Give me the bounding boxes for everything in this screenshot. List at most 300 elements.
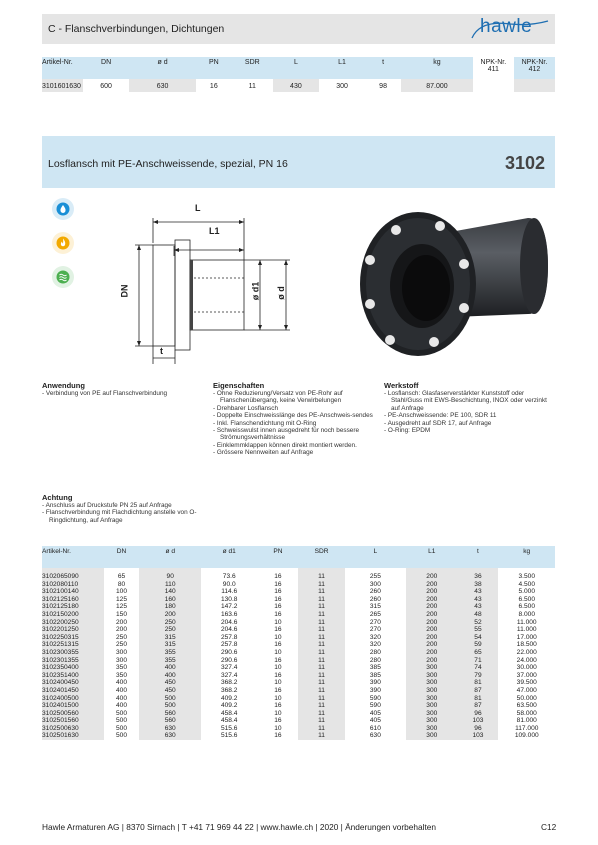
- table-cell: 255: [369, 573, 381, 580]
- table-cell: 200: [406, 568, 457, 581]
- table-cell: 327.4: [220, 671, 238, 679]
- column-header: DN: [83, 57, 129, 79]
- table-cell: [473, 79, 514, 92]
- table-cell: 11: [298, 641, 344, 649]
- table-cell: 400: [115, 702, 127, 710]
- table-row: [42, 717, 555, 725]
- table-cell: 265: [369, 610, 381, 618]
- dim-label-L1: L1: [209, 226, 220, 236]
- table-cell: 3101601630: [42, 79, 83, 92]
- table-cell: 125: [115, 595, 127, 603]
- table-cell: 290.6: [220, 648, 238, 656]
- list-item: - Doppelte Einschweisslänge des PE-Anschweis-sendes: [213, 412, 373, 420]
- section-list: [384, 390, 554, 434]
- table-cell: 16: [274, 656, 282, 664]
- table-cell: 200: [115, 626, 127, 634]
- table-cell: 3102125180: [42, 603, 104, 611]
- table-cell: 10: [274, 679, 282, 687]
- list-item-text: Drehbarer Losflansch: [216, 404, 279, 412]
- header-title: C - Flanschverbindungen, Dichtungen: [48, 23, 225, 35]
- table-cell: 117.000: [515, 724, 539, 732]
- section-title: Achtung: [42, 493, 73, 502]
- table-cell: 450: [139, 687, 201, 695]
- list-item: - Flanschverbindung mit Flachdichtung anstelle von O-Ringdichtung, auf Anfrage: [42, 509, 197, 524]
- column-header: t: [365, 57, 401, 79]
- table-cell: 500: [115, 709, 127, 717]
- table-cell: 300: [115, 648, 127, 656]
- table-cell: 10: [274, 694, 282, 702]
- table-cell: 11: [298, 664, 344, 672]
- table-cell: 11: [298, 717, 344, 725]
- table-cell: 458.4: [220, 709, 238, 717]
- table-cell: 3102501630: [42, 732, 104, 740]
- column-header: L1: [406, 546, 457, 568]
- table-cell: 3102500560: [42, 710, 104, 718]
- table-row: [42, 672, 555, 680]
- table-cell: 10: [274, 633, 282, 641]
- table-cell: 79: [457, 672, 498, 680]
- table-cell: 300: [406, 717, 457, 725]
- table-cell: 24.000: [516, 656, 537, 664]
- table-cell: 147.2: [220, 603, 238, 611]
- table-cell: 385: [369, 664, 381, 672]
- table-cell: 600: [100, 83, 112, 90]
- column-header: SDR: [232, 57, 273, 79]
- table-row: [42, 588, 555, 596]
- table-cell: 200: [406, 626, 457, 634]
- section-title: Anwendung: [42, 381, 85, 390]
- table-cell: 200: [406, 619, 457, 627]
- table-cell: 200: [406, 581, 457, 589]
- table-cell: 250: [139, 626, 201, 634]
- table-row: [42, 710, 555, 718]
- table-cell: 10: [274, 664, 282, 672]
- table-cell: 630: [139, 725, 201, 733]
- table-cell: 260: [369, 595, 381, 603]
- table-cell: 114.6: [221, 588, 238, 596]
- table-cell: 4.500: [518, 580, 535, 588]
- list-item-text: Anschluss auf Druckstufe PN 25 auf Anfrage: [45, 502, 172, 509]
- table-cell: 100: [115, 588, 127, 596]
- table-row: [42, 641, 555, 649]
- table-cell: 47.000: [516, 686, 537, 694]
- table-cell: 390: [369, 686, 381, 694]
- table-cell: 16: [274, 717, 282, 725]
- list-item: - Ohne Reduzierung/Versatz von PE-Rohr auf Flanschenübergang, keine Verwirbelungen: [213, 390, 343, 405]
- product-title: Losflansch mit PE-Anschweissende, spezial, PN 16: [48, 158, 288, 170]
- table-cell: 18.500: [516, 641, 537, 649]
- table-cell: 11: [298, 603, 344, 611]
- table-cell: 87.000: [401, 79, 473, 92]
- table-cell: 270: [369, 618, 381, 626]
- table-cell: 65: [457, 649, 498, 657]
- column-header: PN: [257, 546, 298, 568]
- list-item-text: Einklemmklappen können direkt montiert werden.: [216, 441, 357, 449]
- list-item: - Grössere Nennweiten auf Anfrage: [213, 449, 314, 457]
- table-cell: 3102065090: [42, 568, 104, 581]
- table-cell: 10: [274, 724, 282, 732]
- table-cell: 300: [369, 580, 381, 588]
- column-header: NPK-Nr. 412: [514, 57, 555, 79]
- table-cell: 90.0: [222, 580, 236, 588]
- table-cell: 430: [273, 79, 319, 92]
- column-header: DN: [104, 546, 140, 568]
- table-cell: 200: [406, 641, 457, 649]
- table-cell: 630: [369, 732, 381, 740]
- table-cell: 400: [139, 664, 201, 672]
- table-cell: 400: [115, 694, 127, 702]
- table-cell: 39.500: [516, 679, 537, 687]
- table-cell: 200: [406, 603, 457, 611]
- table-row: [42, 611, 555, 619]
- table-cell: 280: [369, 656, 381, 664]
- table-cell: 48: [457, 611, 498, 619]
- table-cell: 163.6: [220, 610, 238, 618]
- table-row: [42, 664, 555, 672]
- table-row: [42, 657, 555, 665]
- table-cell: 37.000: [516, 671, 537, 679]
- table-cell: 11: [298, 672, 344, 680]
- column-header: NPK-Nr. 411: [473, 57, 514, 79]
- table-cell: 610: [369, 724, 381, 732]
- table-cell: 90: [139, 568, 201, 581]
- table-cell: 200: [115, 618, 127, 626]
- table-cell: 500: [115, 732, 127, 740]
- column-header: Artikel-Nr.: [42, 57, 83, 79]
- dim-label-d: ø d: [275, 286, 286, 300]
- column-header: Artikel-Nr.: [42, 546, 104, 568]
- table-cell: 450: [139, 679, 201, 687]
- list-item: - PE-Anschweissende: PE 100, SDR 11: [384, 412, 497, 420]
- table-cell: 11: [298, 710, 344, 718]
- table-cell: 10: [274, 709, 282, 717]
- table-cell: 204.6: [220, 626, 238, 634]
- list-item: - Schweisswulst innen ausgedreht für noch bessere Strömungsverhältnisse: [213, 427, 360, 442]
- table-cell: 257.8: [220, 633, 238, 641]
- column-header: L: [273, 57, 319, 79]
- table-cell: 3102401500: [42, 702, 104, 710]
- table-cell: 43: [457, 603, 498, 611]
- table-cell: 200: [406, 634, 457, 642]
- table-row: [42, 649, 555, 657]
- table-cell: 250: [115, 633, 127, 641]
- table-cell: 130.8: [220, 595, 238, 603]
- list-item: - Anschluss auf Druckstufe PN 25 auf Anfrage: [42, 502, 172, 509]
- table-cell: 200: [139, 611, 201, 619]
- table-cell: 405: [369, 709, 381, 717]
- table-cell: 280: [369, 648, 381, 656]
- table-cell: 409.2: [220, 702, 238, 710]
- table-cell: 405: [369, 717, 381, 725]
- table-cell: 59: [457, 641, 498, 649]
- table-cell: 98: [379, 83, 387, 90]
- page-number: C12: [541, 822, 557, 832]
- table-cell: 8.000: [518, 610, 535, 618]
- table-cell: 36: [457, 568, 498, 581]
- table-cell: 368.2: [220, 679, 238, 687]
- table-cell: 11: [298, 732, 344, 740]
- table-cell: 11: [298, 596, 344, 604]
- table-cell: 22.000: [516, 648, 537, 656]
- list-item: - Ausgedreht auf SDR 17, auf Anfrage: [384, 419, 492, 427]
- table-cell: 11: [298, 611, 344, 619]
- table-cell: 16: [209, 83, 218, 90]
- section-eigenschaften: [213, 381, 378, 457]
- table-cell: 315: [369, 603, 381, 611]
- table-cell: 500: [115, 717, 127, 725]
- table-row: [42, 596, 555, 604]
- table-cell: 38: [457, 581, 498, 589]
- table-row: [42, 603, 555, 611]
- column-header: L: [345, 546, 407, 568]
- table-cell: 350: [115, 664, 127, 672]
- table-cell: 300: [406, 695, 457, 703]
- table-cell: [514, 79, 555, 92]
- technical-drawing: [110, 198, 310, 368]
- table-cell: 65: [117, 573, 126, 580]
- list-item-text: Losflansch: Glasfaserverstärkter Kunststoff oder Stahl/Guss mit EWS-Beschichtung, INOX oder verzinkt auf Anfrage: [387, 390, 547, 412]
- table-cell: 54: [457, 634, 498, 642]
- table-cell: 260: [369, 588, 381, 596]
- table-cell: 16: [274, 610, 282, 618]
- table-cell: 250: [115, 641, 127, 649]
- table-cell: 458.4: [220, 717, 238, 725]
- table-cell: 16: [274, 573, 282, 580]
- table-row: [42, 732, 555, 740]
- list-item-text: Grössere Nennweiten auf Anfrage: [216, 449, 314, 457]
- list-item-text: Schweisswulst innen ausgedreht für noch bessere Strömungsverhältnisse: [216, 427, 360, 442]
- table-cell: 315: [139, 641, 201, 649]
- table-cell: 16: [274, 686, 282, 694]
- table-cell: 87: [457, 702, 498, 710]
- table-cell: 200: [406, 649, 457, 657]
- table-cell: 3102401450: [42, 687, 104, 695]
- table-cell: 11: [298, 626, 344, 634]
- table-cell: 590: [369, 702, 381, 710]
- table-cell: 300: [406, 664, 457, 672]
- table-cell: 200: [406, 588, 457, 596]
- table-cell: 10: [274, 618, 282, 626]
- table-cell: 300: [406, 672, 457, 680]
- table-cell: 87: [457, 687, 498, 695]
- product-number: 3102: [505, 153, 546, 173]
- table-cell: 327.4: [220, 664, 238, 672]
- table-cell: 3102150200: [42, 611, 104, 619]
- table-cell: 3102251315: [42, 641, 104, 649]
- table-cell: 300: [406, 687, 457, 695]
- table-cell: 200: [406, 611, 457, 619]
- table-cell: 590: [369, 694, 381, 702]
- table-cell: 81: [457, 679, 498, 687]
- table-cell: 11: [248, 83, 256, 90]
- main-table: [42, 546, 555, 740]
- table-cell: 96: [457, 710, 498, 718]
- table-row: [42, 679, 555, 687]
- table-cell: 80: [117, 580, 126, 588]
- section-list: [42, 390, 207, 397]
- table-cell: 320: [369, 641, 381, 649]
- table-cell: 350: [115, 671, 127, 679]
- column-header: kg: [401, 57, 473, 79]
- table-cell: 17.000: [516, 633, 537, 641]
- column-header: kg: [498, 546, 555, 568]
- table-cell: 300: [406, 732, 457, 740]
- water-drop-icon: [52, 198, 74, 220]
- table-cell: 355: [139, 649, 201, 657]
- table-cell: 300: [406, 725, 457, 733]
- table-cell: 16: [274, 702, 282, 710]
- table-cell: 71: [457, 657, 498, 665]
- gas-waves-icon: [52, 266, 74, 288]
- list-item-text: Inkl. Flanschendichtung mit O-Ring: [216, 419, 317, 427]
- table-cell: 3102400500: [42, 695, 104, 703]
- footer-text: Hawle Armaturen AG | 8370 Sirnach | T +41 71 969 44 22 | www.hawle.ch | 2020 | Änderungen vorbehalten: [42, 822, 436, 832]
- table-cell: 109.000: [514, 732, 539, 740]
- table-cell: 11: [298, 588, 344, 596]
- table-cell: 500: [115, 724, 127, 732]
- brand-logo[interactable]: hawle: [480, 16, 533, 37]
- table-cell: 6.500: [518, 603, 535, 611]
- table-cell: 16: [274, 588, 282, 596]
- table-cell: 3102500630: [42, 725, 104, 733]
- table-cell: 355: [139, 657, 201, 665]
- table-row: [42, 725, 555, 733]
- list-item: - Losflansch: Glasfaserverstärkter Kunststoff oder Stahl/Guss mit EWS-Beschichtung, INOX oder verzinkt auf Anfrage: [384, 390, 547, 412]
- table-cell: 3102501560: [42, 717, 104, 725]
- table-cell: 16: [274, 595, 282, 603]
- list-item-text: O-Ring: EPDM: [387, 427, 431, 435]
- top-table: [42, 57, 555, 92]
- table-cell: 11: [298, 568, 344, 581]
- table-cell: 11: [298, 687, 344, 695]
- table-cell: 11: [298, 649, 344, 657]
- table-cell: 3102350400: [42, 664, 104, 672]
- table-cell: 11: [298, 702, 344, 710]
- table-row: [42, 626, 555, 634]
- table-row: [42, 581, 555, 589]
- table-cell: 11: [298, 725, 344, 733]
- table-cell: 630: [139, 732, 201, 740]
- list-item: - Einklemmklappen können direkt montiert werden.: [213, 441, 357, 449]
- list-item-text: Doppelte Einschweisslänge des PE-Anschweis-sendes: [216, 412, 373, 420]
- table-cell: 3102300355: [42, 649, 104, 657]
- section-title: Werkstoff: [384, 381, 419, 390]
- table-cell: 300: [406, 710, 457, 718]
- table-cell: 560: [139, 717, 201, 725]
- table-cell: 96: [457, 725, 498, 733]
- table-cell: 3102080110: [42, 581, 104, 589]
- list-item: - O-Ring: EPDM: [384, 427, 431, 435]
- table-cell: 290.6: [220, 656, 238, 664]
- table-row: [42, 568, 555, 581]
- table-cell: 3102400450: [42, 679, 104, 687]
- table-cell: 103: [457, 717, 498, 725]
- section-list: [213, 390, 378, 457]
- table-cell: 300: [406, 679, 457, 687]
- list-item-text: Verbindung von PE auf Flanschverbindung: [45, 390, 168, 397]
- table-cell: 400: [115, 679, 127, 687]
- table-cell: 320: [369, 633, 381, 641]
- table-cell: 11.000: [516, 618, 537, 626]
- table-cell: 74: [457, 664, 498, 672]
- table-cell: 200: [406, 657, 457, 665]
- table-cell: 630: [129, 79, 196, 92]
- table-cell: 200: [406, 596, 457, 604]
- table-cell: 55: [457, 626, 498, 634]
- table-row: [42, 619, 555, 627]
- table-cell: 16: [274, 732, 282, 740]
- table-cell: 11: [298, 619, 344, 627]
- table-cell: 3102125160: [42, 596, 104, 604]
- table-cell: 400: [115, 686, 127, 694]
- flame-icon: [52, 232, 74, 254]
- table-cell: 257.8: [220, 641, 238, 649]
- table-cell: 400: [139, 672, 201, 680]
- column-header: PN: [196, 57, 232, 79]
- section-anwendung: [42, 381, 207, 397]
- table-cell: 6.500: [518, 595, 535, 603]
- table-cell: 500: [139, 702, 201, 710]
- table-cell: 16: [274, 580, 282, 588]
- table-cell: 43: [457, 588, 498, 596]
- dim-label-DN: DN: [119, 284, 130, 298]
- table-cell: 500: [139, 695, 201, 703]
- section-werkstoff: [384, 381, 554, 434]
- table-row: [42, 687, 555, 695]
- table-cell: 150: [115, 610, 127, 618]
- table-cell: 515.6: [220, 732, 238, 740]
- table-cell: 11: [298, 657, 344, 665]
- table-cell: 300: [406, 702, 457, 710]
- table-cell: 160: [139, 596, 201, 604]
- column-header: t: [457, 546, 498, 568]
- column-header: ø d: [139, 546, 201, 568]
- table-cell: 560: [139, 710, 201, 718]
- table-cell: 30.000: [516, 664, 537, 672]
- table-cell: 11: [298, 634, 344, 642]
- column-header: ø d1: [201, 546, 257, 568]
- table-cell: 270: [369, 626, 381, 634]
- table-cell: 140: [139, 588, 201, 596]
- list-item-text: Ausgedreht auf SDR 17, auf Anfrage: [387, 419, 492, 427]
- table-cell: 52: [457, 619, 498, 627]
- table-cell: 250: [139, 619, 201, 627]
- table-cell: 10: [274, 648, 282, 656]
- product-photo: [358, 196, 554, 368]
- table-cell: 16: [274, 603, 282, 611]
- table-cell: 3102200250: [42, 619, 104, 627]
- table-cell: 3.500: [518, 573, 535, 580]
- table-cell: 390: [369, 679, 381, 687]
- dim-label-L: L: [195, 203, 201, 213]
- table-cell: 73.6: [222, 573, 236, 580]
- table-cell: 16: [274, 671, 282, 679]
- column-header: SDR: [298, 546, 344, 568]
- table-cell: 58.000: [516, 709, 537, 717]
- table-cell: 50.000: [516, 694, 537, 702]
- column-header: L1: [319, 57, 365, 79]
- table-cell: 300: [336, 83, 348, 90]
- table-cell: 204.6: [220, 618, 238, 626]
- table-row: [42, 634, 555, 642]
- table-cell: 125: [115, 603, 127, 611]
- table-cell: 315: [139, 634, 201, 642]
- table-cell: 11.000: [516, 626, 537, 634]
- table-row: [42, 695, 555, 703]
- table-cell: 11: [298, 679, 344, 687]
- table-cell: 515.6: [220, 724, 238, 732]
- section-title: Eigenschaften: [213, 381, 265, 390]
